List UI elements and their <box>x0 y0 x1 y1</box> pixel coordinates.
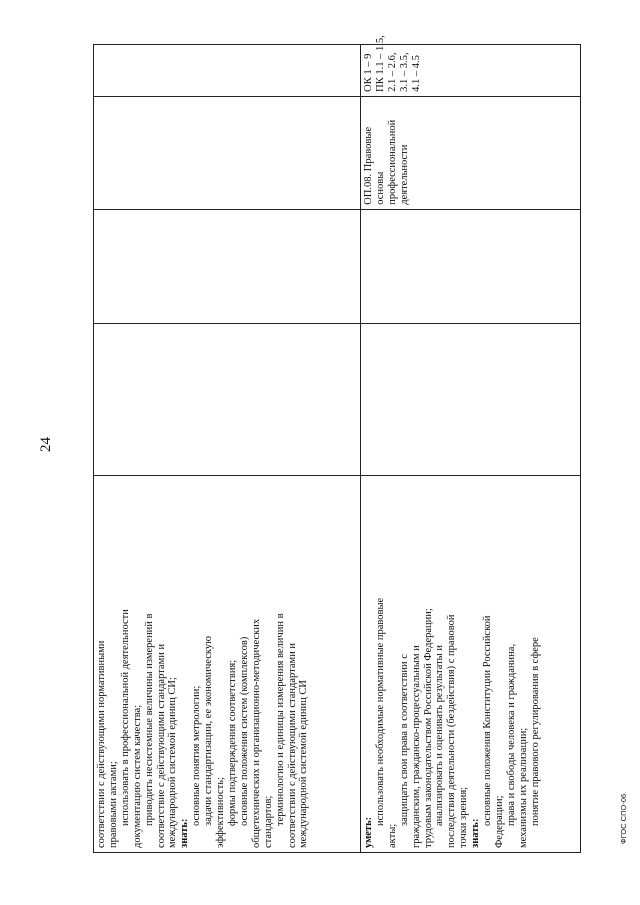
cell-max-load <box>361 323 581 475</box>
text-line: защищать свои права в соответствии с <box>398 654 410 826</box>
text-line: основы <box>374 171 386 205</box>
text-line: соответствии с действующими нормативными <box>96 640 107 848</box>
text-line: ОП.08. Правовые <box>363 126 374 205</box>
text-line: соответствие с действующими стандартами и <box>155 643 167 848</box>
text-line: профессиональной <box>386 119 398 205</box>
table-row <box>94 45 361 853</box>
text-line: 3.1 – 3.5, <box>398 52 410 92</box>
text-line: терминологию и единицы измерения величин в <box>274 613 286 826</box>
text-line: Федерации; <box>493 795 505 848</box>
text-line: 4.1 – 4.5 <box>410 55 422 92</box>
text-line: использовать в профессиональной деятельности <box>119 609 131 826</box>
text-line: соответствии с действующими стандартами и <box>286 642 298 848</box>
text-line: механизмы их реализации; <box>517 727 529 848</box>
text-line: анализировать и оценивать результаты и <box>434 645 446 826</box>
text-line: международной системой единиц СИ; <box>167 677 179 848</box>
curriculum-table <box>93 35 581 853</box>
cell-competencies <box>361 35 581 97</box>
text-line: международной системой единиц СИ <box>298 680 310 848</box>
text-line: знать: <box>470 818 482 848</box>
cell-requirements <box>361 475 581 852</box>
text-line: формы подтверждения соответствия; <box>226 659 238 826</box>
rotated-page <box>93 35 574 853</box>
cell-max-load <box>94 323 361 475</box>
text-line: ПК 1.1 – 1.5, <box>374 35 386 92</box>
text-line: права и свободы человека и гражданина, <box>505 643 517 826</box>
text-line: основные положения Конституции Российской <box>482 615 494 826</box>
text-line: использовать необходимые нормативные правовые <box>374 597 386 826</box>
text-line: документацию систем качества; <box>131 704 143 848</box>
text-line: основные понятия метрологии; <box>191 685 203 826</box>
text-line: трудовым законодательством Российской Федерации; <box>422 608 434 848</box>
cell-hours <box>361 209 581 323</box>
document-id: ФГОС СПО-06 <box>619 793 628 844</box>
text-line: деятельности <box>398 144 410 205</box>
cell-requirements <box>94 475 361 852</box>
text-line: гражданским, гражданско-процессуальным и <box>410 645 422 848</box>
text-line: стандартов; <box>262 795 274 848</box>
cell-hours <box>94 209 361 323</box>
cell-discipline <box>94 96 361 209</box>
cell-competencies <box>94 45 361 97</box>
text-line: ОК 1 – 9 <box>363 53 374 92</box>
text-line: знать: <box>179 818 191 848</box>
text-line: приводить несистемные величины измерений в <box>143 613 155 826</box>
text-line: уметь: <box>363 816 374 848</box>
text-line: эффективность; <box>215 777 227 848</box>
text-line: задачи стандартизации, ее экономическую <box>203 636 215 826</box>
page-number: 24 <box>38 437 54 452</box>
text-line: 2.1 – 2.6, <box>386 52 398 92</box>
text-line: последствия деятельности (бездействия) с правовой <box>446 614 458 848</box>
text-line: основные положения систем (комплексов) <box>238 636 250 826</box>
text-line: акты; <box>386 823 398 848</box>
text-line: точки зрения; <box>458 786 470 848</box>
cell-discipline <box>361 96 581 209</box>
text-line: понятие правового регулирования в сфере <box>529 637 541 826</box>
text-line: общетехнических и организационно-методических <box>250 618 262 848</box>
text-line: правовыми актами; <box>107 761 119 848</box>
table-row <box>361 45 581 853</box>
